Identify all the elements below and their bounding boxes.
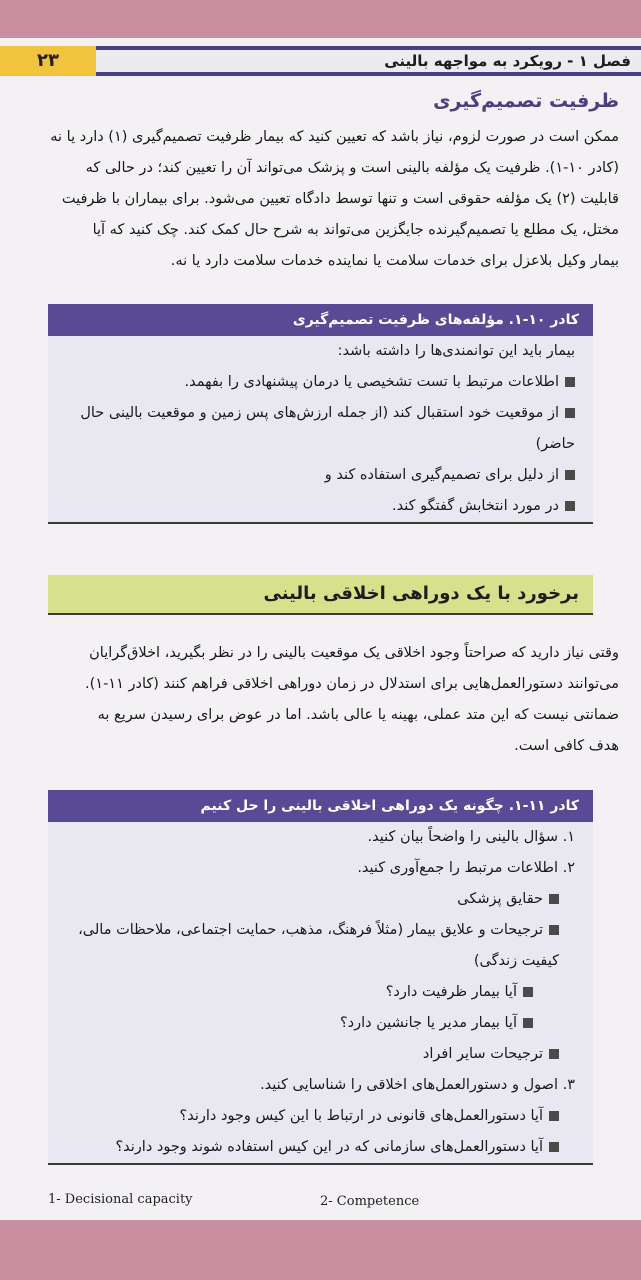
box-subitem [48, 1008, 593, 1039]
box-item-text: از موقعیت خود استقبال کند (از جمله ارزش‌های پس زمین و موقعیت بالینی حال [80, 405, 559, 421]
box-item-text: آیا بیمار ظرفیت دارد؟ [385, 984, 517, 1000]
bullet-icon [565, 470, 575, 480]
box-item [48, 915, 593, 946]
box-item-text: آیا بیمار مدیر یا جانشین دارد؟ [339, 1015, 517, 1031]
banner-title: برخورد با یک دوراهی اخلاقی بالینی [263, 583, 579, 604]
box-item-text: آیا دستورالعمل‌های قانونی در ارتباط با این کیس وجود دارند؟ [179, 1108, 543, 1124]
box-decision-capacity [48, 304, 593, 524]
bullet-icon [549, 894, 559, 904]
page-number: ۲۳ [0, 46, 96, 76]
para-line: هدف کافی است. [514, 738, 619, 754]
box-item-text: اطلاعات مرتبط با تست تشخیصی یا درمان پیشنهادی را بفهمد. [184, 374, 559, 390]
box-item [48, 1132, 593, 1163]
box-item [48, 1039, 593, 1070]
box-intro: بیمار باید این توانمندی‌ها را داشته باشد: [337, 343, 575, 359]
para-line: می‌توانند دستورالعمل‌هایی برای استدلال در زمان دوراهی اخلاقی فراهم کنند (کادر ۱۱-۱). [84, 676, 619, 692]
chapter-title: فصل ۱ - رویکرد به مواجهه بالینی [384, 52, 631, 70]
box-item-cont [48, 429, 593, 460]
para-line: بیمار وکیل بلاعزل برای خدمات سلامت یا نماینده خدمات سلامت دارد یا نه. [170, 253, 619, 269]
para-line: مختل، یک مطلع یا تصمیم‌گیرنده جایگزین می‌تواند به شرح حال کمک کند. چک کنید که آیا [92, 222, 619, 238]
box-item [48, 884, 593, 915]
bullet-icon [565, 377, 575, 387]
box-item-cont [48, 946, 593, 977]
footnote-2: 2- Competence [320, 1194, 420, 1209]
box-subitem [48, 977, 593, 1008]
box-line: ۳. اصول و دستورالعمل‌های اخلاقی را شناسایی کنید. [260, 1077, 575, 1093]
box-item-text: حاضر) [535, 436, 575, 452]
box-item [48, 491, 593, 522]
box-title: کادر ۱۰-۱. مؤلفه‌های ظرفیت تصمیم‌گیری [48, 304, 593, 336]
box-title: کادر ۱۱-۱. چگونه یک دوراهی اخلاقی بالینی را حل کنیم [48, 790, 593, 822]
box-item-text: ترجیحات سایر افراد [422, 1046, 543, 1062]
para-line: (کادر ۱۰-۱). ظرفیت یک مؤلفه بالینی است و پزشک می‌تواند آن را تعیین کند؛ در حالی که [85, 160, 619, 176]
box-item [48, 1101, 593, 1132]
page-header [0, 46, 641, 76]
box-item-text: ترجیحات و علایق بیمار (مثلاً فرهنگ، مذهب، حمایت اجتماعی، ملاحظات مالی، [78, 922, 543, 938]
box-item [48, 367, 593, 398]
box-line: ۱. سؤال بالینی را واضحاً بیان کنید. [367, 829, 575, 845]
bullet-icon [549, 1049, 559, 1059]
bullet-icon [549, 1142, 559, 1152]
bullet-icon [565, 501, 575, 511]
bullet-icon [523, 1018, 533, 1028]
bullet-icon [523, 987, 533, 997]
box-item-text: در مورد انتخابش گفتگو کند. [392, 498, 559, 514]
bullet-icon [565, 408, 575, 418]
section-banner [48, 575, 593, 615]
box-line: ۲. اطلاعات مرتبط را جمع‌آوری کنید. [357, 860, 575, 876]
footnote-1: 1- Decisional capacity [48, 1192, 193, 1207]
para-line: ضمانتی نیست که این متد عملی، بهینه یا عالی باشد. اما در عوض برای رسیدن سریع به [97, 707, 619, 723]
box-item-text: حقایق پزشکی [457, 891, 543, 907]
book-page [0, 38, 641, 1220]
para-line: ممکن است در صورت لزوم، نیاز باشد که تعیین کنید که بیمار ظرفیت تصمیم‌گیری (۱) دارد یا نه [50, 129, 619, 145]
footnotes [0, 1186, 641, 1216]
para-line: وقتی نیاز دارید که صراحتاً وجود اخلاقی یک موقعیت بالینی را در نظر بگیرید، اخلاق‌گرایان [89, 645, 619, 661]
section-title: ظرفیت تصمیم‌گیری [433, 90, 619, 112]
bullet-icon [549, 925, 559, 935]
bullet-icon [549, 1111, 559, 1121]
ethics-paragraph [22, 638, 619, 762]
box-ethical-dilemma [48, 790, 593, 1165]
box-item-text: کیفیت زندگی) [473, 953, 559, 969]
box-item [48, 460, 593, 491]
box-item [48, 398, 593, 429]
section-paragraph [22, 122, 619, 277]
para-line: قابلیت (۲) یک مؤلفه حقوقی است و تنها توسط دادگاه تعیین می‌شود. برای بیماران با ظرفیت [61, 191, 619, 207]
box-item-text: از دلیل برای تصمیم‌گیری استفاده کند و [324, 467, 559, 483]
box-item-text: آیا دستورالعمل‌های سازمانی که در این کیس استفاده شوند وجود دارند؟ [115, 1139, 543, 1155]
